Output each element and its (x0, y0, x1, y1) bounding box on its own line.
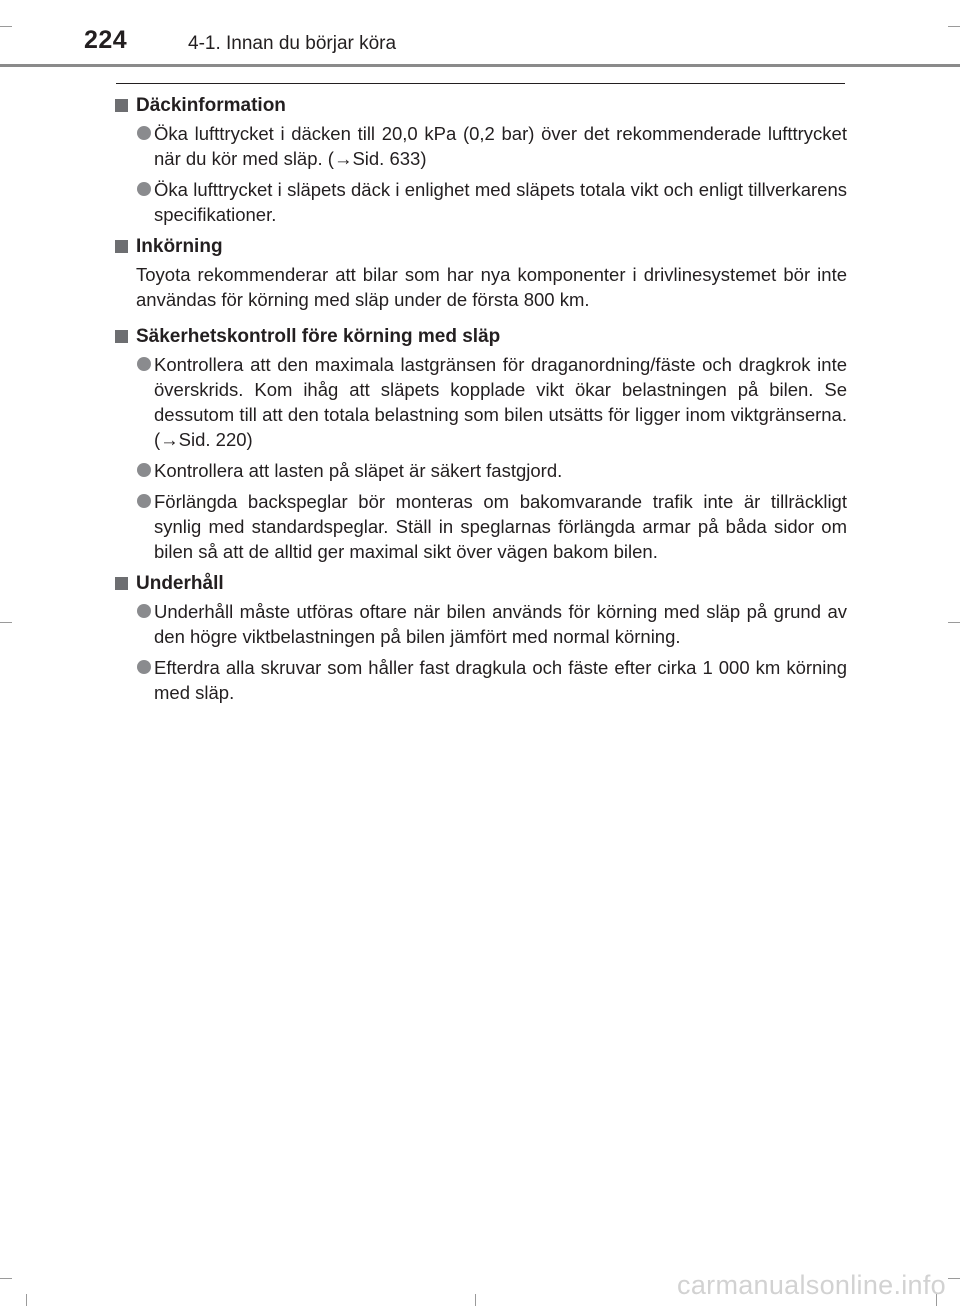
heading-text: Säkerhetskontroll före körning med släp (136, 326, 501, 347)
list-item-text: Underhåll måste utföras oftare när bilen används för körning med släp på grund av den högre viktbelastningen på bilen jämfört med normal körning. (154, 601, 847, 647)
section-heading (114, 234, 847, 259)
list-item (114, 489, 847, 564)
section-heading (114, 324, 847, 349)
heading-text: Underhåll (136, 573, 224, 594)
crop-mark (26, 1294, 27, 1306)
crop-mark (948, 622, 960, 623)
list-item (114, 177, 847, 227)
crop-mark (0, 622, 12, 623)
section-paragraph: Toyota rekommenderar att bilar som har nya komponenter i drivlinesystemet bör inte användas för körning med släp under de första 800 km. (136, 264, 847, 310)
list-item-text: Efterdra alla skruvar som håller fast dragkula och fäste efter cirka 1 000 km körning med släp. (154, 657, 847, 703)
page-header (0, 0, 960, 68)
list-item (114, 352, 847, 452)
heading-text: Däckinformation (136, 95, 286, 116)
square-bullet-icon (115, 240, 128, 253)
section-maintenance (114, 571, 847, 705)
section-safety-check (114, 324, 847, 564)
list-item (114, 121, 847, 171)
section-tire-info (114, 93, 847, 227)
header-divider (0, 64, 960, 67)
list-item (114, 655, 847, 705)
section-heading (114, 93, 847, 118)
list-item-text: Öka lufttrycket i släpets däck i enlighet med släpets totala vikt och enligt tillverkarens specifikationer. (154, 179, 847, 225)
crop-mark (475, 1294, 476, 1306)
section-title: 4-1. Innan du börjar köra (188, 33, 397, 54)
crop-mark (948, 1278, 960, 1279)
list-item (114, 458, 847, 483)
heading-text: Inkörning (136, 236, 223, 257)
list-item-text: Kontrollera att lasten på släpet är säkert fastgjord. (154, 460, 563, 481)
section-heading (114, 571, 847, 596)
round-bullet-icon (137, 660, 151, 674)
square-bullet-icon (115, 99, 128, 112)
square-bullet-icon (115, 330, 128, 343)
round-bullet-icon (137, 604, 151, 618)
list-item-text: Kontrollera att den maximala lastgränsen för draganordning/fäste och dragkrok inte överskrids. Kom ihåg att släpets kopplade vikt ökar belastningen på bilen. Se dessutom till att den totala belastning som bilen utsätts för ligger inom viktgränserna. (→Sid. 220) (154, 354, 847, 450)
list-item-text: Förlängda backspeglar bör monteras om bakomvarande trafik inte är tillräckligt synlig med standardspeglar. Ställ in speglarnas förlängda armar på båda sidor om bilen så att de alltid ger maximal sikt över vägen bakom bilen. (154, 491, 847, 562)
square-bullet-icon (115, 577, 128, 590)
list-item (114, 599, 847, 649)
round-bullet-icon (137, 182, 151, 196)
round-bullet-icon (137, 463, 151, 477)
section-break-in (114, 234, 847, 312)
content-divider (116, 83, 845, 84)
list-item-text: Öka lufttrycket i däcken till 20,0 kPa (0,2 bar) över det rekommenderade lufttrycket när du kör med släp. (→Sid. 633) (154, 123, 847, 169)
watermark: carmanualsonline.info (677, 1270, 946, 1300)
round-bullet-icon (137, 357, 151, 371)
page-number: 224 (84, 26, 128, 54)
round-bullet-icon (137, 494, 151, 508)
crop-mark (0, 1278, 12, 1279)
page-content (114, 93, 847, 712)
round-bullet-icon (137, 126, 151, 140)
